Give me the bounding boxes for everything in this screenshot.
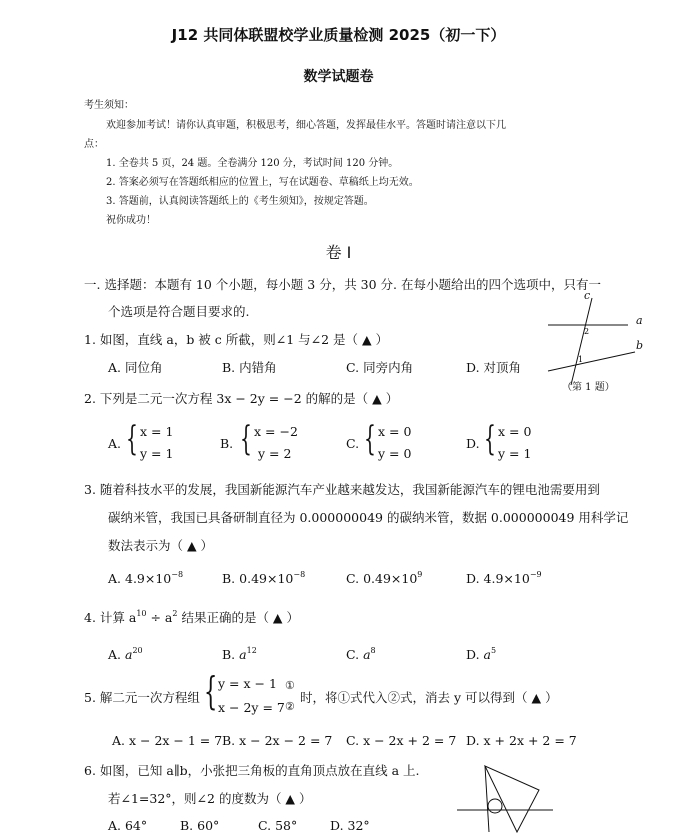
option-letter: A. [108,647,122,662]
q6-option-d: D. 32° [330,818,370,833]
option-letter: B. [222,647,236,662]
angle-2-label: 2 [584,327,590,336]
option-exponent: 12 [246,646,257,655]
section-line2: 个选项是符合题目要求的. [108,304,250,319]
q5-stem-pre: 5. 解二元一次方程组 [84,690,200,705]
volume-heading: 卷 I [325,243,352,262]
line-c [571,298,592,385]
notice-intro-line1: 欢迎参加考试！请你认真审题，积极思考，细心答题，发挥最佳水平。答题时请注意以下几 [106,120,506,131]
q6-option-a: A. 64° [108,818,148,833]
q2-option-c-letter: C. [346,436,360,451]
q5-option-c: C. x − 2x + 2 = 7 [346,733,457,748]
q1-option-c: C. 同旁内角 [346,360,414,375]
q1-figure-caption: （第 1 题） [562,382,615,393]
q6-option-c: C. 58° [258,818,298,833]
q2-b-eq1: x = −2 [254,424,298,439]
q3-option-d [466,570,542,586]
option-exponent: −8 [171,570,184,579]
option-letter: C. [346,647,360,662]
notice-item-1: 1. 全卷共 5 页，24 题。全卷满分 120 分，考试时间 120 分钟。 [106,158,399,169]
option-exponent: 8 [370,646,376,655]
q5-eq1: y = x − 1 [218,676,277,691]
q1-option-b: B. 内错角 [222,360,277,375]
q1-option-a: A. 同位角 [108,360,163,375]
q4-stem-exp1: 10 [136,609,147,618]
q2-c-eq1: x = 0 [378,424,412,439]
option-letter: D. [466,571,480,586]
option-base: 4.9×10 [483,571,530,586]
q5-marker-1: ① [285,679,295,692]
q6-option-b: B. 60° [180,818,220,833]
q1-stem: 1. 如图，直线 a，b 被 c 所截，则∠1 与∠2 是（ ▲ ） [84,332,389,347]
option-letter: B. [222,571,236,586]
option-base: a [363,647,371,662]
option-base: a [483,647,491,662]
q5-option-b: B. x − 2x − 2 = 7 [222,733,333,748]
q5-option-d: D. x + 2x + 2 = 7 [466,733,577,748]
q3-line2: 碳纳米管，我国已具备研制直径为 0.000000049 的碳纳米管，数据 0.000000049 用科学记 [108,510,629,525]
option-letter: D. [466,647,480,662]
q3-line3: 数法表示为（ ▲ ） [108,538,214,553]
brace: { [484,419,496,459]
q1-option-d: D. 对顶角 [466,360,522,375]
section-line1: 一. 选择题：本题有 10 个小题，每小题 3 分，共 30 分. 在每小题给出的四个选项中，只有一 [84,277,601,292]
q2-option-a-letter: A. [108,436,122,451]
q4-stem-mid: ÷ a [146,610,173,625]
q5-marker-2: ② [285,700,295,713]
option-base: a [125,647,133,662]
brace: { [240,419,252,459]
q4-stem-exp2: 2 [172,609,178,618]
q1-label-c: c [584,289,591,302]
q2-d-eq1: x = 0 [498,424,532,439]
q2-c-eq2: y = 0 [378,446,412,461]
option-base: 0.49×10 [239,571,294,586]
exam-title: J12 共同体联盟校学业质量检测 2025（初一下） [171,26,506,44]
option-exponent: −9 [529,570,542,579]
angle-1-label: 1 [578,355,584,364]
brace: { [204,669,218,713]
q5-eq2: x − 2y = 7 [218,700,285,715]
line-b [548,352,635,371]
q2-option-d-letter: D. [466,436,480,451]
q2-stem: 2. 下列是二元一次方程 3x − 2y = −2 的解的是（ ▲ ） [84,391,399,406]
ruler-hole [488,799,502,813]
q4-option-a [108,646,143,662]
option-base: a [239,647,247,662]
q2-option-b-system [240,419,310,464]
q6-figure [455,760,555,838]
notice-item-2: 2. 答案必须写在答题纸相应的位置上，写在试题卷、草稿纸上均无效。 [106,177,419,188]
brace: { [126,419,138,459]
option-exponent: 20 [132,646,143,655]
q3-option-a [108,570,183,586]
exam-subtitle: 数学试题卷 [303,69,374,85]
inner-edge [485,766,489,832]
q2-d-eq2: y = 1 [498,446,532,461]
q3-option-b [222,570,305,586]
q4-option-d [466,646,496,662]
q2-option-c-system [364,419,424,464]
option-exponent: −8 [293,570,306,579]
q2-option-b-letter: B. [220,436,234,451]
q2-option-a-system [126,419,186,464]
option-letter: A. [108,571,122,586]
option-base: 0.49×10 [363,571,418,586]
q3-line1: 3. 随着科技水平的发展，我国新能源汽车产业越来越发达，我国新能源汽车的锂电池需要用到 [84,482,600,497]
q2-a-eq2: y = 1 [140,446,174,461]
q5-option-a: A. x − 2x − 1 = 7 [112,733,223,748]
q2-b-eq2: y = 2 [258,446,292,461]
q2-option-d-system [484,419,544,464]
q2-a-eq1: x = 1 [140,424,174,439]
q4-option-c [346,646,376,662]
q6-line1: 6. 如图，已知 a∥b，小张把三角板的直角顶点放在直线 a 上. [84,763,420,778]
q4-option-b [222,646,257,662]
q4-stem [84,608,299,626]
brace: { [364,419,376,459]
q4-stem-pre: 4. 计算 a [84,610,137,625]
notice-heading: 考生须知： [84,100,134,111]
q1-label-a: a [636,314,643,327]
q5-stem-post: 时，将①式代入②式，消去 y 可以得到（ ▲ ） [300,690,558,705]
q3-option-c [346,570,422,586]
notice-closing: 祝你成功！ [106,215,156,226]
q4-stem-post: 结果正确的是（ ▲ ） [177,610,300,625]
notice-intro-line2: 点： [84,139,104,150]
option-exponent: 5 [491,646,497,655]
q6-line2: 若∠1=32°，则∠2 的度数为（ ▲ ） [108,791,312,806]
notice-item-3: 3. 答题前，认真阅读答题纸上的《考生须知》，按规定答题。 [106,196,374,207]
option-letter: C. [346,571,360,586]
q1-label-b: b [636,339,644,352]
option-base: 4.9×10 [125,571,172,586]
option-exponent: 9 [417,570,423,579]
